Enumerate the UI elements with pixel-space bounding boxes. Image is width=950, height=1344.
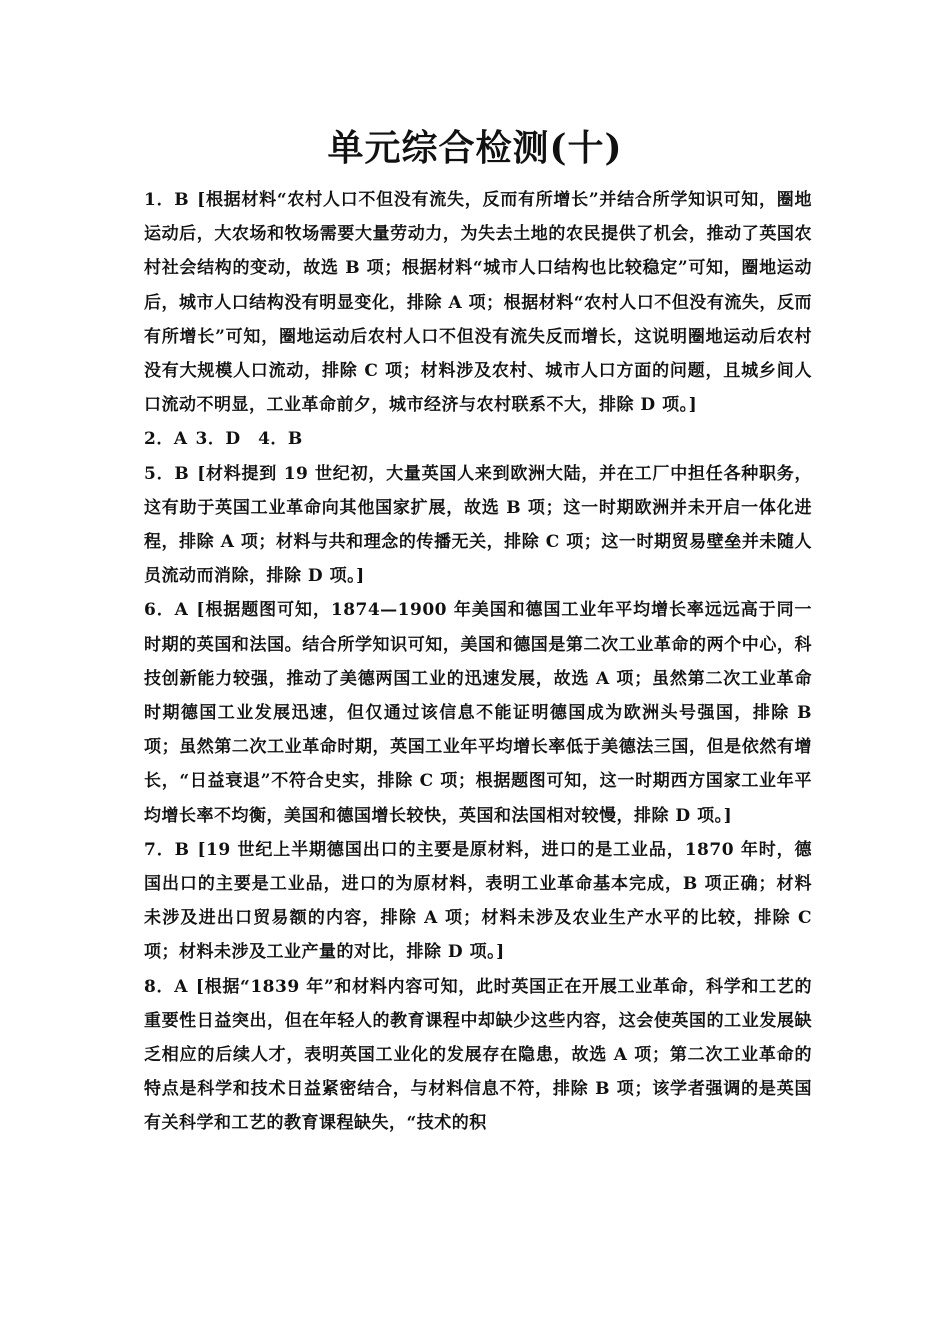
answer-number: 1．B — [144, 190, 190, 210]
answer-explanation: [根据“1839 年”和材料内容可知，此时英国正在开展工业革命，科学和工艺的重要性日益突出，但在年轻人的教育课程中却缺少这些内容，这会使英国的工业发展缺乏相应的后续人才，表明英国工业化的发展存在隐患，故选 A 项；第二次工业革命的特点是科学和技术日益紧密结合，与材料信息不符，排除 B 项；该学者强调的是英国有关科学和工艺的教育课程缺失，“技术的积 — [144, 976, 812, 1134]
answer-explanation: 3．D 4．B — [195, 429, 303, 450]
answer-explanation: [根据题图可知，1874—1900 年美国和德国工业年平均增长率远远高于同一时期的英国和法国。结合所学知识可知，美国和德国是第二次工业革命的两个中心，科技创新能力较强，推动了美德两国工业的迅速发展，故选 A 项；虽然第二次工业革命时期德国工业发展迅速，但仅通过该信息不能证明德国成为欧洲头号强国，排除 B 项；虽然第二次工业革命时期，英国工业年平均增长率低于美德法三国，但是依然有增长，“日益衰退”不符合史实，排除 C 项；根据题图可知，这一时期西方国家工业年平均增长率不均衡，美国和德国增长较快，英国和法国相对较慢，排除 D 项。] — [144, 600, 812, 826]
answer-explanation: [19 世纪上半期德国出口的主要是原材料，进口的是工业品，1870 年时，德国出口的主要是工业品，进口的为原材料，表明工业革命基本完成，B 项正确；材料未涉及进出口贸易额的内容，排除 A 项；材料未涉及农业生产水平的比较，排除 C 项；材料未涉及工业产量的对比，排除 D 项。] — [144, 839, 812, 963]
answer-item-1 — [144, 183, 812, 422]
answer-item-5 — [144, 457, 812, 594]
answer-number: 5．B — [144, 463, 190, 484]
answer-explanation: [根据材料“农村人口不但没有流失，反而有所增长”并结合所学知识可知，圈地运动后，大农场和牧场需要大量劳动力，为失去土地的农民提供了机会，推动了英国农村社会结构的变动，故选 B 项；根据材料“城市人口结构也比较稳定”可知，圈地运动后，城市人口结构没有明显变化，排除 A 项；根据材料“农村人口不但没有流失，反而有所增长”可知，圈地运动后农村人口不但没有流失反而增长，这说明圈地运动后农村没有大规模人口流动，排除 C 项；材料涉及农村、城市人口方面的问题，且城乡间人口流动不明显，工业革命前夕，城市经济与农村联系不大，排除 D 项。] — [144, 190, 812, 416]
answer-item-2-4 — [144, 422, 812, 456]
answer-item-6 — [144, 593, 812, 832]
answer-number: 6．A — [144, 600, 189, 621]
answer-item-7 — [144, 833, 812, 970]
answer-list — [144, 183, 812, 1141]
answer-explanation: [材料提到 19 世纪初，大量英国人来到欧洲大陆，并在工厂中担任各种职务，这有助于英国工业革命向其他国家扩展，故选 B 项；这一时期欧洲并未开启一体化进程，排除 A 项；材料与共和理念的传播无关，排除 C 项；这一时期贸易壁垒并未随人员流动而消除，排除 D 项。] — [144, 463, 812, 587]
answer-item-8 — [144, 970, 812, 1141]
answer-number: 7．B — [144, 839, 190, 860]
answer-number: 8．A — [144, 976, 188, 997]
answer-number: 2．A — [144, 429, 188, 450]
page-title: 单元综合检测(十) — [327, 127, 623, 169]
